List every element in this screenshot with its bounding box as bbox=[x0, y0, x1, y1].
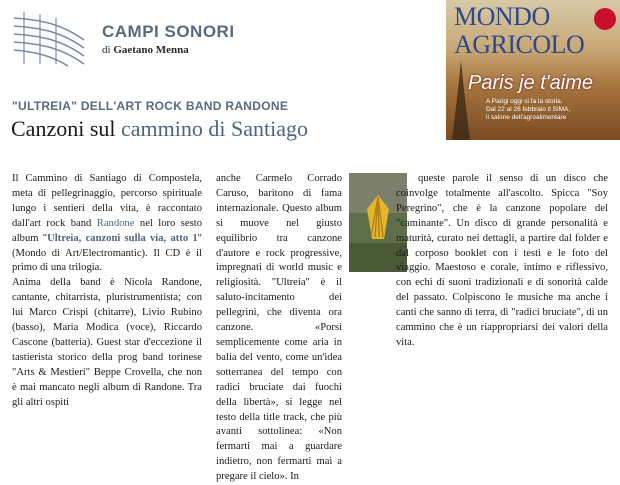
author-name: Gaetano Menna bbox=[113, 44, 189, 56]
article-column-2 bbox=[216, 172, 342, 485]
text-run: nel loro sesto album " bbox=[12, 217, 202, 244]
byline bbox=[102, 44, 189, 56]
article-column-3 bbox=[396, 172, 608, 351]
text-run: Il Cammino di Santiago di Compostela, meta di pellegrinaggio, percorso spirituale lungo i sentieri della vita, è raccontato dall'art rock band bbox=[12, 173, 202, 229]
cover-teaser-line: Dal 22 al 26 febbraio il SIMA, bbox=[486, 106, 571, 114]
headline-accent: cammino di Santiago bbox=[121, 116, 308, 141]
cover-masthead-line1: MONDO bbox=[454, 2, 550, 31]
paragraph bbox=[12, 172, 202, 276]
paragraph: Anima della band è Nicola Randone, cantante, chitarrista, pluristrumentista; con lui Marco Crispi (chitarre), Livio Rubino (basso), Maria Modica (voce), Riccardo Cascone (batteria). Guest star d'eccezione il tastierista storico della prog band torinese "Arts & Mestieri" Beppe Crovella, che non è mai mancato negli album di Randone. Tra gli altri ospiti bbox=[12, 277, 202, 408]
cover-teaser-line: A Parigi oggi si fa la storia. bbox=[486, 98, 563, 105]
text-run: " (Mondo di Art/Electromantic). Il CD è il primo di una trilogia. bbox=[12, 232, 202, 274]
cover-slogan: Paris je t'aime bbox=[468, 72, 593, 94]
cover-teaser bbox=[486, 98, 614, 122]
music-staff-logo bbox=[12, 10, 86, 66]
cover-masthead-line2: AGRICOLO bbox=[454, 30, 585, 59]
album-title: Ultreia, canzoni sulla via, atto 1 bbox=[47, 232, 198, 244]
band-name: Randone bbox=[96, 217, 135, 229]
cover-badge-icon bbox=[594, 8, 616, 30]
paragraph: anche Carmelo Corrado Caruso, baritono di fama internazionale. Questo album si muove nel giusto equilibrio tra canzone d'autore e rock progressive, impregnati di world music e religiosità. "Ultreia" è il saluto-incitamento dei pellegrini, che diventa ora canzone. «Porsi semplicemente come aria in balia del vento, come un'idea sotterranea del tempo con radici bruciate dai fuochi della libertà», si legge nel testo della title track, che più avanti sottolinea: «Non fermarti mai a guardare indietro, non fermarti mai a pregare il cielo». In bbox=[216, 173, 342, 483]
column-name: CAMPI SONORI bbox=[102, 22, 235, 41]
cover-teaser-line: il salone dell'agroalimentare bbox=[486, 114, 567, 122]
article-headline bbox=[11, 116, 308, 142]
magazine-cover bbox=[446, 0, 620, 140]
article-kicker: "ULTREIA" DELL'ART ROCK BAND RANDONE bbox=[12, 99, 289, 113]
byline-prefix: di bbox=[102, 44, 111, 56]
paragraph: queste parole il senso di un disco che coinvolge totalmente all'ascolto. Spicca "Soy Peregrino", che è la canzone popolare del "caminante". Un disco di grande personalità e maturità, curato nei dettagli, a partire dal folder e dal corposo booklet con i testi e le foto del viaggio. Maestoso e corale, intimo e riflessivo, con echi di suoni tradizionali e di sonorità calde del passato. Colpiscono le musiche ma anche i canti che sanno di terra, di "radici bruciate", di un cammino che è un riappropriarsi dei valori della vita. bbox=[396, 173, 608, 348]
article-column-1 bbox=[12, 172, 202, 411]
headline-plain: Canzoni sul bbox=[11, 116, 121, 141]
